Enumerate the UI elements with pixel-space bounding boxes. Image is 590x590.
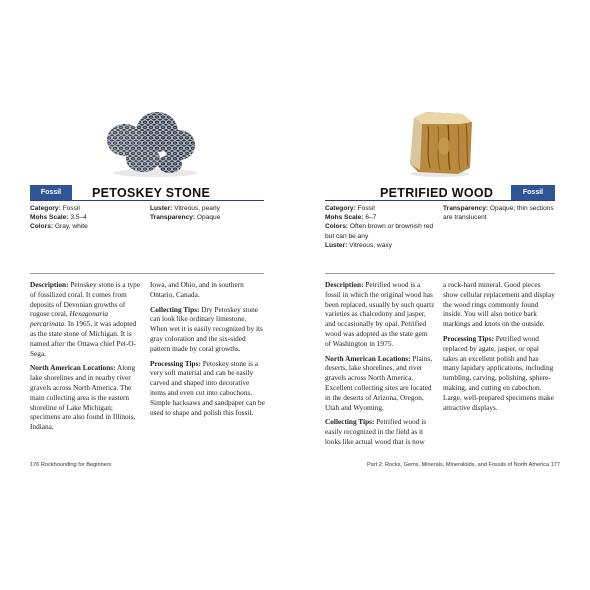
processing-tips-paragraph: Processing Tips: Petoskey stone is a very soft material and can be easily carved and shaped into decorative items and even cut into cabochons. Simple hacksaws and sandpaper can be used to shape and polish this fossil. [150, 358, 265, 417]
page-footer: 176 Rockhounding for Beginners [30, 462, 112, 468]
section-divider [30, 273, 264, 274]
page-title: PETOSKEY STONE [92, 186, 211, 200]
header-rule [325, 200, 555, 201]
body-column-1 [30, 280, 141, 437]
petoskey-stone-photo [100, 104, 200, 179]
page-title: PETRIFIED WOOD [380, 186, 494, 200]
properties-column-1 [325, 204, 440, 250]
properties-column-2 [443, 204, 558, 222]
description-paragraph: Description: Petrified wood is a fossil in which the original wood has been replaced, usually by such quartz varieties as chalcedony and jasper, and occasionally by opal. Petrified wood was adopted as the state gem of Washington in 1975. [325, 280, 435, 348]
prop-mohs-scale: Mohs Scale: 3.5–4 [30, 214, 87, 222]
body-column-1 [325, 280, 435, 452]
collecting-tips-paragraph: Collecting Tips: Petrified wood is easily recognized in the field as it looks like actual wood that is now [325, 417, 427, 446]
properties-column-2 [150, 204, 265, 222]
prop-colors: Colors: Often brown or brownish red but can be any [325, 223, 434, 240]
prop-transparency: Transparency: Opaque; thin sections are translucent [443, 205, 554, 222]
prop-colors: Colors: Gray, white [30, 223, 88, 231]
prop-luster: Luster: Vitreous, waxy [325, 241, 392, 249]
locations-paragraph: North American Locations: Along lake shorelines and in nearby river gravels across North America. The main collecting area is the eastern shoreline of Lake Michigan; specimens are also found in Illinois, Indiana, [30, 363, 136, 432]
body-column-2 [150, 280, 265, 422]
prop-transparency: Transparency: Opaque [150, 214, 221, 222]
description-paragraph: Description: Petoskey stone is a type of fossilized coral. It comes from deposits of Devonian growths of rugose coral, Hexagonaria percarinata. In 1965, it was adopted as the state stone of Michigan. It is named after the Ottawa chief Pet-O-Sega. [30, 280, 141, 358]
prop-category: Category: Fossil [30, 205, 80, 212]
prop-category: Category: Fossil [325, 205, 375, 212]
header-rule [30, 200, 264, 201]
processing-tips-paragraph: Processing Tips: Petrified wood replaced by agate, jasper, or opal takes an excellent polish and has many lapidary applications, including tumbling, carving, polishing, sphere-making, and cutting en cabochon. Large, well-prepared specimens make attractive displays. [443, 333, 554, 412]
collecting-tips-paragraph: Collecting Tips: Dry Petoskey stone can look like ordinary limestone. When wet it is easily recognized by its gray coloration and the six-sided pattern made by coral growths. [150, 304, 263, 353]
prop-mohs-scale: Mohs Scale: 6–7 [325, 214, 377, 222]
prop-luster: Luster: Vitreous, pearly [150, 205, 220, 212]
locations-paragraph: North American Locations: Plains, deserts, lake shorelines, and river gravels across North America. Excellent collecting sites are located in the deserts of Arizona, Oregon, Utah and Wyoming. [325, 353, 433, 412]
section-divider [325, 273, 555, 274]
page-footer: Part 2: Rocks, Gems, Minerals, Mineraloids, and Fossils of North America 177 [366, 462, 560, 468]
right-page [295, 0, 590, 590]
category-tag: Fossil [30, 185, 72, 201]
collecting-tips-continued: a rock-hard mineral. Good pieces show cellular replacement and display the wood rings commonly found inside. You will also notice bark markings and knots on the outside. [443, 280, 555, 329]
petrified-wood-photo [400, 108, 480, 178]
category-tag: Fossil [511, 185, 555, 201]
locations-continued: Iowa, and Ohio, and in southern Ontario, Canada. [150, 280, 244, 299]
properties-column-1 [30, 204, 140, 232]
body-column-2 [443, 280, 555, 417]
